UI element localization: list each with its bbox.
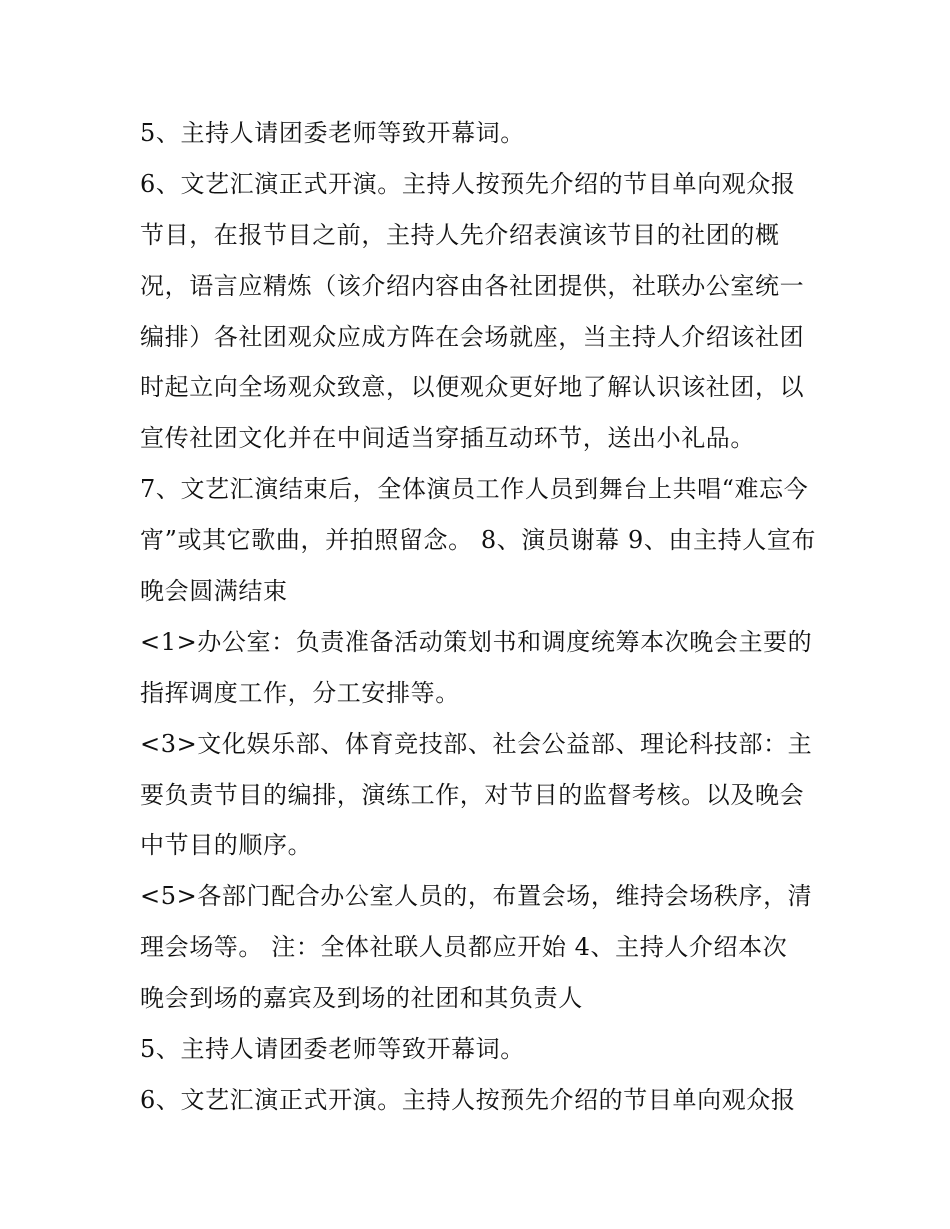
document-body bbox=[140, 108, 820, 1126]
text-line: 7、文艺汇演结束后，全体演员工作人员到舞台上共唱“难忘今 bbox=[140, 475, 809, 504]
text-line: 编排）各社团观众应成方阵在会场就座，当主持人介绍该社团 bbox=[140, 322, 805, 351]
text-line: 指挥调度工作，分工安排等。 bbox=[140, 678, 460, 707]
text-line: 理会场等。 注：全体社联人员都应开始 4、主持人介绍本次 bbox=[140, 933, 788, 962]
text-line: 晚会圆满结束 bbox=[140, 577, 288, 606]
text-line: 况，语言应精炼（该介绍内容由各社团提供，社联办公室统一 bbox=[140, 271, 805, 300]
text-line: 中节目的顺序。 bbox=[140, 831, 313, 860]
text-line: 6、文艺汇演正式开演。主持人按预先介绍的节目单向观众报 bbox=[140, 169, 796, 198]
text-line: <3>文化娱乐部、体育竞技部、社会公益部、理论科技部：主 bbox=[140, 729, 813, 758]
text-line: <5>各部门配合办公室人员的，布置会场，维持会场秩序，清 bbox=[140, 882, 813, 911]
text-line: 时起立向全场观众致意，以便观众更好地了解认识该社团，以 bbox=[140, 373, 805, 402]
text-line: 6、文艺汇演正式开演。主持人按预先介绍的节目单向观众报 bbox=[140, 1085, 796, 1114]
text-line: 5、主持人请团委老师等致开幕词。 bbox=[140, 119, 525, 147]
text-line: 宵”或其它歌曲，并拍照留念。 8、演员谢幕 9、由主持人宣布 bbox=[140, 526, 817, 555]
text-line: 要负责节目的编排，演练工作，对节目的监督考核。以及晚会 bbox=[140, 780, 805, 809]
text-line: 节目，在报节目之前，主持人先介绍表演该节目的社团的概 bbox=[140, 220, 780, 249]
text-line: 宣传社团文化并在中间适当穿插互动环节，送出小礼品。 bbox=[140, 424, 755, 453]
text-line: 5、主持人请团委老师等致开幕词。 bbox=[140, 1035, 525, 1064]
text-line: 晚会到场的嘉宾及到场的社团和其负责人 bbox=[140, 984, 583, 1013]
text-line: <1>办公室：负责准备活动策划书和调度统筹本次晚会主要的 bbox=[140, 627, 813, 656]
